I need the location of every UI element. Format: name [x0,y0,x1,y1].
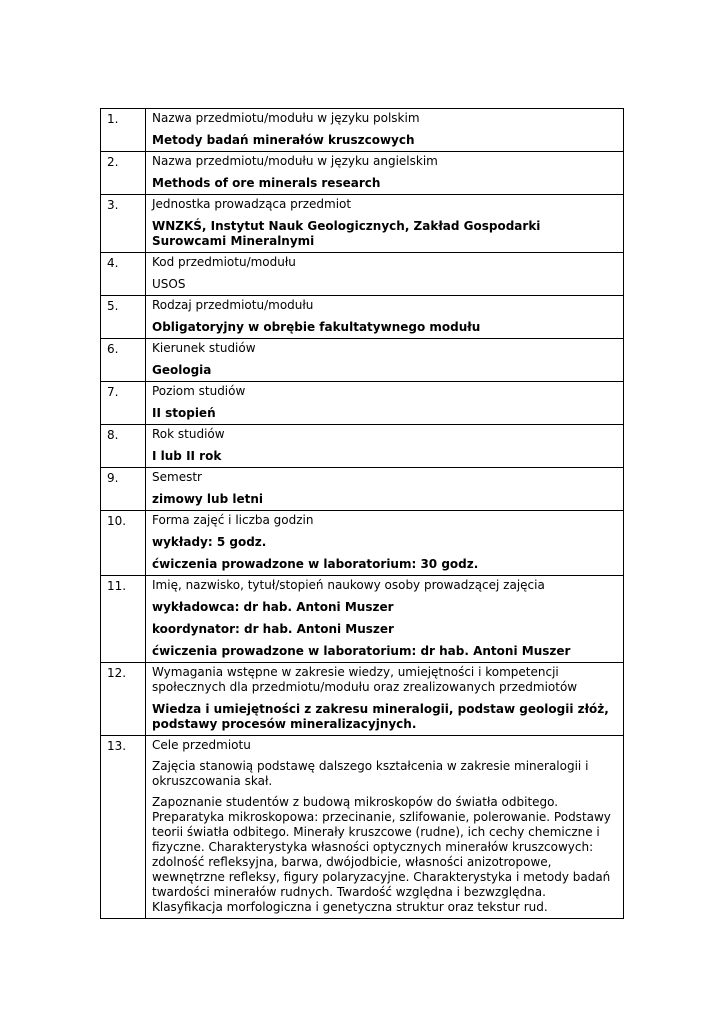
row-content [146,109,624,152]
row-label: Poziom studiów [152,384,246,398]
row-number: 1. [101,109,146,152]
row-number: 13. [101,736,146,919]
row-label: Imię, nazwisko, tytuł/stopień naukowy osoby prowadzącej zajęcia [152,578,545,592]
row-value: Obligatoryjny w obrębie fakultatywnego modułu [152,320,481,334]
row-content [146,253,624,296]
row-number: 4. [101,253,146,296]
row-label: Kod przedmiotu/modułu [152,255,296,269]
row-number: 10. [101,511,146,576]
row-number: 7. [101,382,146,425]
table-row [101,468,624,511]
syllabus-table [100,108,624,919]
row-value: ćwiczenia prowadzone w laboratorium: dr hab. Antoni Muszer [152,644,571,658]
row-number: 9. [101,468,146,511]
table-row [101,663,624,736]
row-content [146,511,624,576]
row-number: 11. [101,576,146,663]
row-number: 12. [101,663,146,736]
row-number: 3. [101,195,146,253]
row-content [146,195,624,253]
row-label: Forma zajęć i liczba godzin [152,513,314,527]
row-content [146,382,624,425]
row-content [146,425,624,468]
table-row [101,296,624,339]
row-label: Wymagania wstępne w zakresie wiedzy, umiejętności i kompetencji społecznych dla przedmiotu/modułu oraz zrealizowanych przedmiotów [152,665,578,694]
row-value: wykłady: 5 godz. [152,535,267,549]
row-label: Cele przedmiotu [152,738,251,752]
table-row [101,109,624,152]
row-value: USOS [152,277,186,291]
table-row [101,152,624,195]
row-content [146,296,624,339]
row-content [146,152,624,195]
row-value: II stopień [152,406,216,420]
table-row [101,382,624,425]
row-content [146,468,624,511]
table-row [101,339,624,382]
row-value: I lub II rok [152,449,222,463]
row-content [146,339,624,382]
table-row [101,425,624,468]
row-value: wykładowca: dr hab. Antoni Muszer [152,600,394,614]
row-value: Wiedza i umiejętności z zakresu mineralogii, podstaw geologii złóż, podstawy procesów mineralizacyjnych. [152,702,609,731]
row-content [146,663,624,736]
row-label: Rok studiów [152,427,225,441]
table-row [101,511,624,576]
row-value: Methods of ore minerals research [152,176,381,190]
row-label: Nazwa przedmiotu/modułu w języku angielskim [152,154,438,168]
table-row [101,253,624,296]
row-label: Kierunek studiów [152,341,256,355]
table-row [101,736,624,919]
row-value: koordynator: dr hab. Antoni Muszer [152,622,394,636]
row-value: zimowy lub letni [152,492,263,506]
row-label: Nazwa przedmiotu/modułu w języku polskim [152,111,420,125]
row-label: Semestr [152,470,202,484]
row-label: Rodzaj przedmiotu/modułu [152,298,314,312]
row-value: Geologia [152,363,212,377]
row-value: ćwiczenia prowadzone w laboratorium: 30 godz. [152,557,479,571]
row-value: WNZKŚ, Instytut Nauk Geologicznych, Zakład Gospodarki Surowcami Mineralnymi [152,219,541,248]
table-row [101,576,624,663]
table-row [101,195,624,253]
row-content [146,736,624,919]
row-value: Metody badań minerałów kruszcowych [152,133,415,147]
row-number: 6. [101,339,146,382]
row-number: 5. [101,296,146,339]
row-label: Jednostka prowadząca przedmiot [152,197,352,211]
row-number: 8. [101,425,146,468]
row-paragraph: Zapoznanie studentów z budową mikroskopów do światła odbitego. Preparatyka mikroskopowa: przecinanie, szlifowanie, polerowanie. Podstawy teorii światła odbitego. Minerały kruszcowe (rudne), ich cechy chemiczne i fizyczne. Charakterystyka własności optycznych minerałów kruszcowych: zdolność refleksyjna, barwa, dwójodbicie, własności anizotropowe, wewnętrzne refleksy, figury polaryzacyjne. Charakterystyka i metody badań twardości minerałów rudnych. Twardość względna i bezwzględna. Klasyfikacja morfologiczna i genetyczna struktur oraz tekstur rud. [152,795,611,914]
row-content [146,576,624,663]
row-paragraph: Zajęcia stanowią podstawę dalszego kształcenia w zakresie mineralogii i okruszcowania skał. [152,759,589,788]
row-number: 2. [101,152,146,195]
